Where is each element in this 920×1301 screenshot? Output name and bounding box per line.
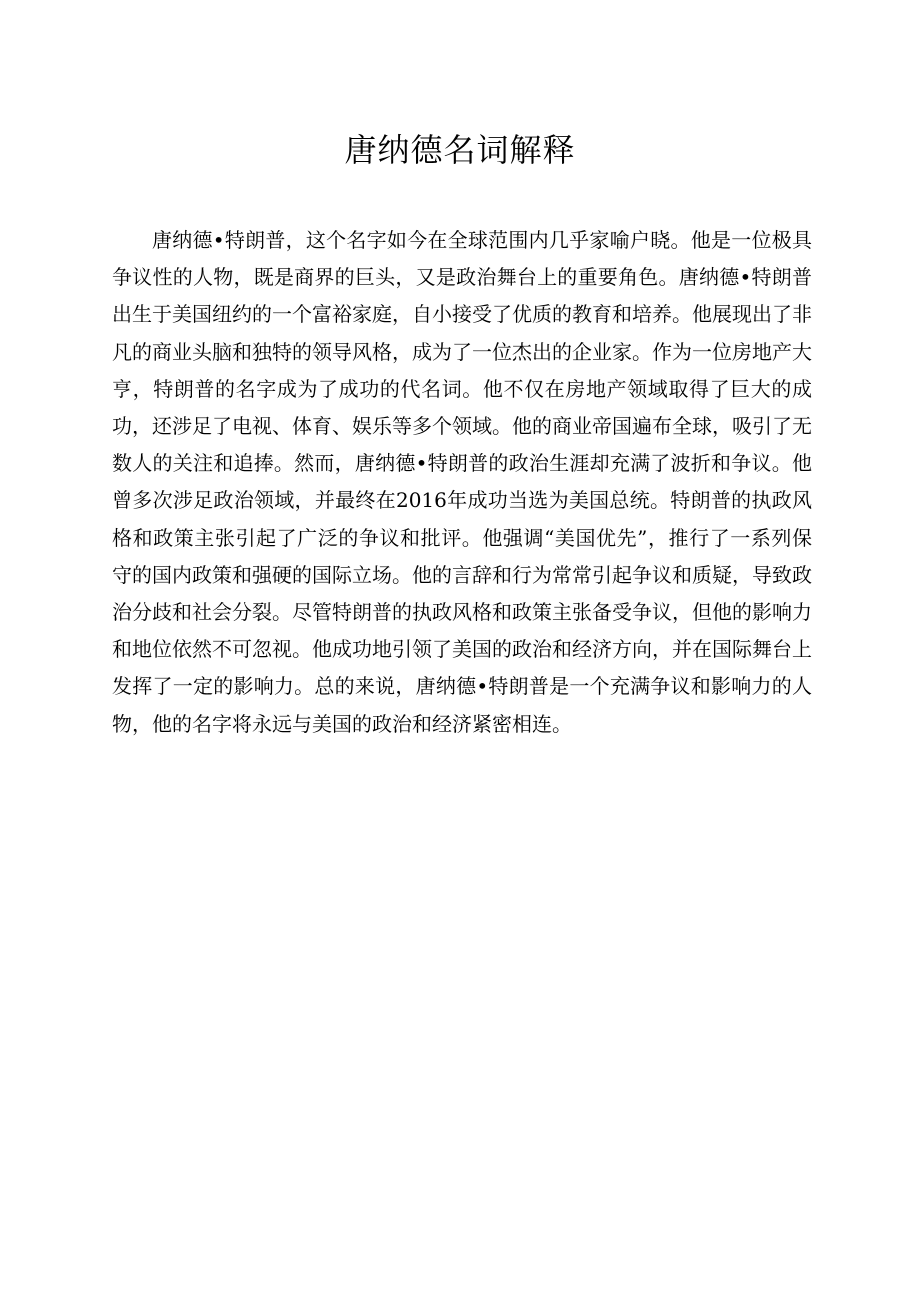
document-title: 唐纳德名词解释 — [344, 131, 576, 169]
document-paragraph: 唐纳德•特朗普，这个名字如今在全球范围内几乎家喻户晓。他是一位极具争议性的人物，既是商界的巨头，又是政治舞台上的重要角色。唐纳德•特朗普出生于美国纽约的一个富裕家庭，自小接受了优质的教育和培养。他展现出了非凡的商业头脑和独特的领导风格，成为了一位杰出的企业家。作为一位房地产大亨，特朗普的名字成为了成功的代名词。他不仅在房地产领域取得了巨大的成功，还涉足了电视、体育、娱乐等多个领域。他的商业帝国遍布全球，吸引了无数人的关注和追捧。然而，唐纳德•特朗普的政治生涯却充满了波折和争议。他曾多次涉足政治领域，并最终在2016年成功当选为美国总统。特朗普的执政风格和政策主张引起了广泛的争议和批评。他强调“美国优先”，推行了一系列保守的国内政策和强硬的国际立场。他的言辞和行为常常引起争议和质疑，导致政治分歧和社会分裂。尽管特朗普的执政风格和政策主张备受争议，但他的影响力和地位依然不可忽视。他成功地引领了美国的政治和经济方向，并在国际舞台上发挥了一定的影响力。总的来说，唐纳德•特朗普是一个充满争议和影响力的人物，他的名字将永远与美国的政治和经济紧密相连。 — [112, 228, 812, 736]
